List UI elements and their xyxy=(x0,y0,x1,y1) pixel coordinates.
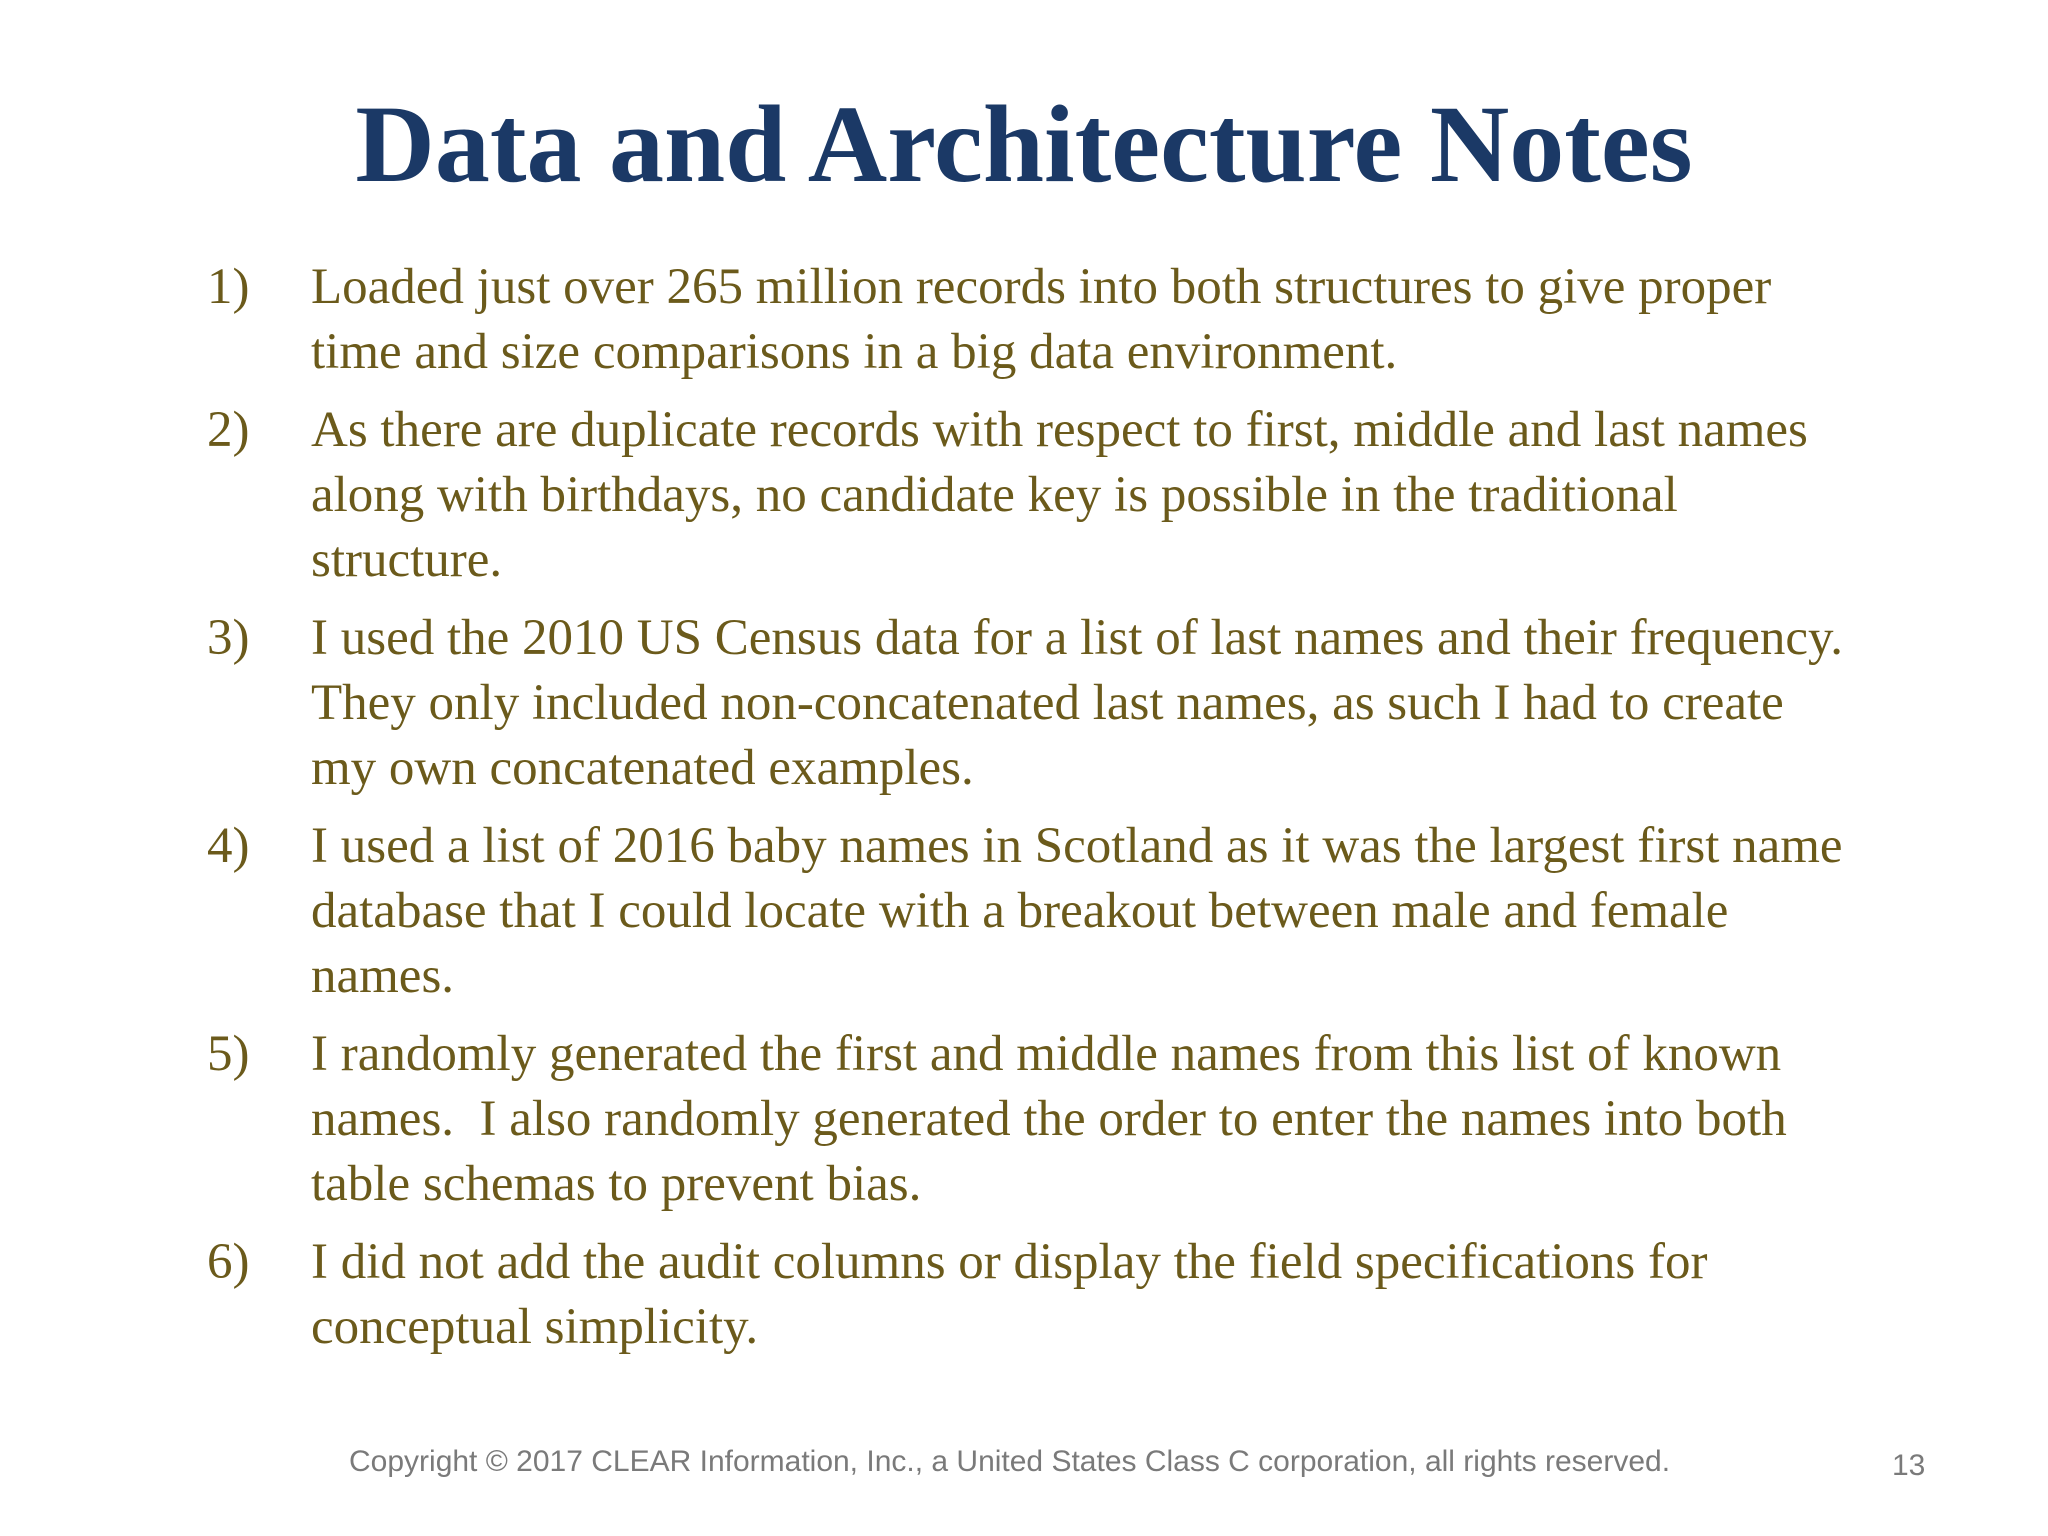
note-item xyxy=(207,1022,1857,1217)
note-text: As there are duplicate records with respect to first, middle and last names along with birthdays, no candidate key is possible in the traditional structure. xyxy=(311,402,1808,588)
note-item xyxy=(207,255,1857,385)
note-text: I randomly generated the first and middle names from this list of known names. I also randomly generated the order to enter the names into both table schemas to prevent bias. xyxy=(311,1026,1787,1212)
note-number: 4) xyxy=(207,818,250,874)
note-text: I did not add the audit columns or display the field specifications for conceptual simplicity. xyxy=(311,1234,1708,1355)
note-item xyxy=(207,606,1857,801)
note-number: 5) xyxy=(207,1026,250,1082)
note-text: Loaded just over 265 million records into both structures to give proper time and size comparisons in a big data environment. xyxy=(311,259,1772,380)
note-item xyxy=(207,398,1857,593)
page-number: 13 xyxy=(1892,1449,1926,1482)
note-item xyxy=(207,814,1857,1009)
slide-title: Data and Architecture Notes xyxy=(355,83,1693,205)
notes-list xyxy=(207,255,1857,1373)
note-number: 1) xyxy=(207,259,250,315)
copyright-notice: Copyright © 2017 CLEAR Information, Inc., a United States Class C corporation, all rights reserved. xyxy=(349,1445,1671,1478)
note-number: 6) xyxy=(207,1234,250,1290)
note-number: 3) xyxy=(207,610,250,666)
note-item xyxy=(207,1230,1857,1360)
note-text: I used a list of 2016 baby names in Scotland as it was the largest first name database that I could locate with a breakout between male and female names. xyxy=(311,818,1843,1004)
note-number: 2) xyxy=(207,402,250,458)
note-text: I used the 2010 US Census data for a list of last names and their frequency. They only included non-concatenated last names, as such I had to create my own concatenated examples. xyxy=(311,610,1856,796)
